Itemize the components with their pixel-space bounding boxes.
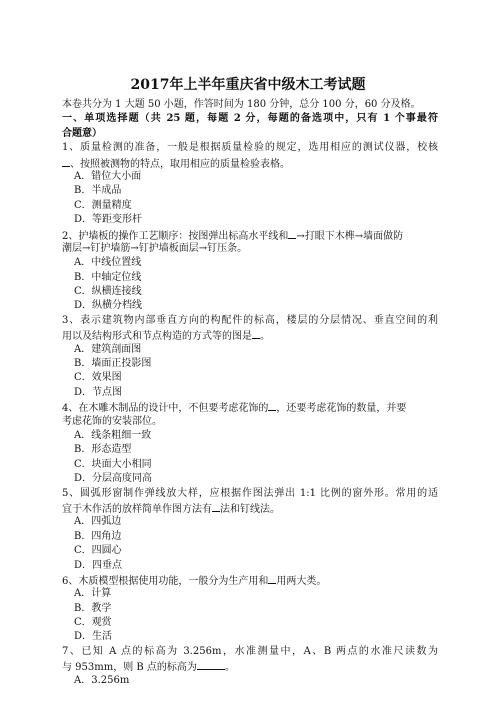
page-title: 2017年上半年重庆省中级木工考试题 bbox=[130, 77, 366, 93]
question-2-option-c: C．纵横连接线 bbox=[74, 286, 142, 298]
question-1-option-b: B．半成品 bbox=[74, 185, 122, 197]
question-4-stem-line2: 考虑花饰的安装部位。 bbox=[62, 415, 162, 427]
question-1-option-a: A．错位大小面 bbox=[74, 170, 142, 182]
question-7-option-a: A．3.256m bbox=[74, 674, 130, 686]
question-3-stem-line2: 用以及结构形式和节点构造的方式等的图是 。 bbox=[62, 328, 438, 342]
question-2-option-b: B．中轴定位线 bbox=[74, 271, 142, 283]
question-1-option-d: D．等距变形杆 bbox=[74, 214, 143, 226]
question-6-option-b: B．教学 bbox=[74, 602, 112, 614]
question-4-option-a: A．线条粗细一致 bbox=[74, 429, 152, 441]
question-2-option-d: D．纵横分档线 bbox=[74, 300, 143, 312]
question-4-option-c: C．块面大小相同 bbox=[74, 458, 152, 470]
question-1-option-c: C．测量精度 bbox=[74, 199, 132, 211]
question-3-option-a: A．建筑剖面图 bbox=[74, 343, 142, 355]
question-7-stem-line1: 7、已知 A 点的标高为 3.256m，水准测量中，A、B 两点的水准尺读数为 bbox=[62, 645, 438, 657]
question-1-stem-line2: 、按照被测物的特点，取用相应的质量检验表格。 bbox=[62, 156, 438, 170]
question-2-stem-line1: 2、护墙板的操作工艺顺序：按图弹出标高水平线和 →打眼下木榫→墙面做防 bbox=[62, 228, 438, 242]
question-1-stem-line1: 1、质量检测的准备，一般是根据质量检验的规定，选用相应的测试仪器，校核 bbox=[62, 142, 438, 154]
question-5-option-a: A．四弧边 bbox=[74, 516, 122, 528]
question-2-option-a: A．中线位置线 bbox=[74, 257, 142, 269]
question-6-option-d: D．生活 bbox=[74, 631, 113, 643]
question-5-stem-line1: 5、圆弧形窗制作弹线放大样，应根据作图法弹出 1:1 比例的窗外形。常用的适 bbox=[62, 487, 438, 499]
question-4-option-b: B．形态造型 bbox=[74, 444, 132, 456]
question-5-option-c: C．四圆心 bbox=[74, 545, 122, 557]
question-6-option-a: A．计算 bbox=[74, 588, 112, 600]
document-body bbox=[62, 98, 438, 688]
section-heading-line2: 合题意） bbox=[62, 127, 102, 139]
question-6-option-c: C．观赏 bbox=[74, 617, 112, 629]
question-2-stem-line2: 潮层→钉护墙筋→钉护墙板面层→钉压条。 bbox=[62, 242, 248, 254]
section-heading-line1: 一、单项选择题（共 25 题，每题 2 分，每题的备选项中，只有 1 个事最符 bbox=[62, 113, 438, 125]
question-6-stem-line1: 6、木质模型根据使用功能，一般分为生产用和 用两大类。 bbox=[62, 573, 438, 587]
question-5-stem-line2: 宜于木作活的放样简单作图方法有 法和钉线法。 bbox=[62, 501, 438, 515]
answer-blank bbox=[197, 659, 225, 670]
question-4-option-d: D．分层高度同高 bbox=[74, 473, 153, 485]
question-3-option-b: B．墙面正投影图 bbox=[74, 358, 152, 370]
question-4-stem-line1: 4、在木雕木制品的设计中，不但要考虑花饰的 ，还要考虑花饰的数量，并要 bbox=[62, 400, 438, 414]
question-3-stem-line1: 3、表示建筑物内部垂直方向的构配件的标高，楼层的分层情况、垂直空间的利 bbox=[62, 314, 438, 326]
question-3-option-c: C．效果图 bbox=[74, 372, 122, 384]
question-5-option-d: D．四垂点 bbox=[74, 559, 123, 571]
question-3-option-d: D．节点图 bbox=[74, 386, 123, 398]
answer-blank bbox=[62, 156, 70, 167]
answer-blank bbox=[212, 501, 220, 512]
answer-blank bbox=[252, 328, 260, 339]
question-7-stem-line2: 与 953mm，则 B 点的标高为 。 bbox=[62, 659, 438, 673]
question-5-option-b: B．四角边 bbox=[74, 530, 122, 542]
exam-intro: 本卷共分为 1 大题 50 小题，作答时间为 180 分钟，总分 100 分，60 分及格。 bbox=[62, 99, 421, 110]
